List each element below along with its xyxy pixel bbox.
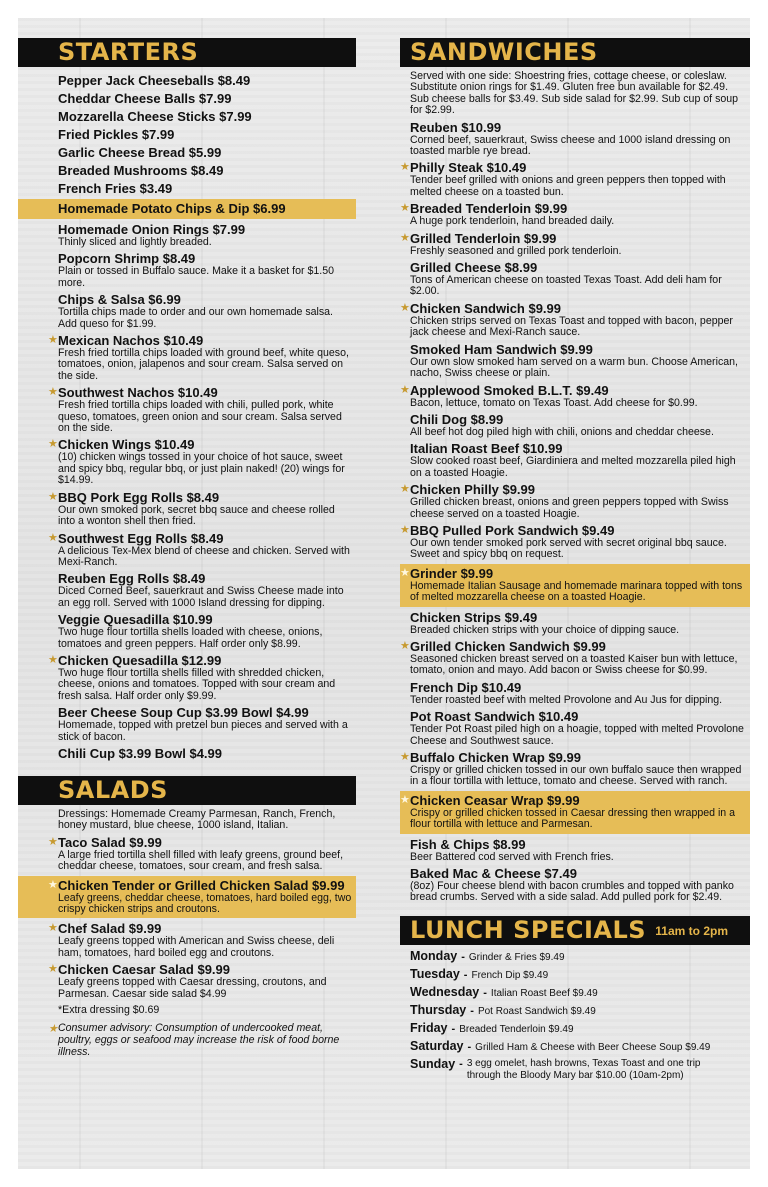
menu-item: Chili Dog $8.99 All beef hot dog piled high with chili, onions and cheddar cheese. — [410, 411, 714, 438]
lunch-special-row: Sunday - 3 egg omelet, hash browns, Texas Toast and one trip through the Bloody Mary bar $10.00 (10am-2pm) — [410, 1056, 701, 1081]
menu-item: Fish & Chips $8.99 Beer Battered cod served with French fries. — [410, 836, 614, 863]
menu-item: French Fries $3.49 — [58, 181, 173, 196]
star-icon: ★ — [48, 1023, 58, 1036]
star-icon: ★ — [48, 386, 58, 399]
star-icon: ★ — [48, 438, 58, 451]
starters-header — [18, 38, 356, 67]
menu-item: ★ Breaded Tenderloin $9.99 A huge pork tenderloin, hand breaded daily. — [400, 201, 615, 228]
salads-header — [18, 776, 356, 805]
left-column — [18, 38, 356, 1058]
menu-item: ★ Chicken Quesadilla $12.99 Two huge flour tortilla shells filled with shredded chicken, cheese, onions and tomatoes. Topped with sour cream and fresh salsa. Half order only $9.99. — [48, 652, 336, 702]
right-column — [400, 38, 750, 1082]
menu-item: ★ Chicken Caesar Salad $9.99 Leafy greens topped with Caesar dressing, croutons, and Parmesan. Caesar side salad $4.99 — [48, 962, 327, 1000]
lunch-specials-title: LUNCH SPECIALS — [410, 915, 647, 944]
star-icon: ★ — [400, 483, 410, 496]
menu-item: Fried Pickles $7.99 — [58, 127, 175, 142]
sandwiches-list — [400, 67, 750, 904]
star-icon: ★ — [48, 963, 58, 976]
star-icon: ★ — [400, 751, 410, 763]
wood-background — [18, 18, 750, 1169]
star-icon: ★ — [48, 490, 58, 503]
menu-item: Beer Cheese Soup Cup $3.99 Bowl $4.99 Homemade, topped with pretzel bun pieces and served with a stick of bacon. — [58, 705, 348, 743]
menu-item: Veggie Quesadilla $10.99 Two huge flour tortilla shells loaded with cheese, onions, tomatoes and green peppers. Half order only $8.99. — [58, 612, 323, 650]
lunch-special-row: Wednesday - Italian Roast Beef $9.49 — [410, 984, 598, 999]
lunch-special-row: Friday - Breaded Tenderloin $9.49 — [410, 1020, 574, 1035]
menu-item: French Dip $10.49 Tender roasted beef with melted Provolone and Au Jus for dipping. — [410, 679, 723, 706]
lunch-specials-header — [400, 916, 750, 945]
lunch-special-row: Saturday - Grilled Ham & Cheese with Beer Cheese Soup $9.49 — [410, 1038, 711, 1053]
star-icon: ★ — [48, 878, 58, 891]
menu-item: Breaded Mushrooms $8.49 — [58, 163, 224, 178]
menu-item: ★ Philly Steak $10.49 Tender beef grilled with onions and green peppers then topped with melted cheese on a toasted bun. — [400, 160, 726, 198]
menu-item-highlighted: ★ Grinder $9.99 Homemade Italian Sausage and homemade marinara topped with tons of melted mozzarella cheese on a toasted Hoagie. — [400, 564, 750, 607]
sandwiches-title: SANDWICHES — [410, 38, 598, 66]
menu-item: Pot Roast Sandwich $10.49 Tender Pot Roast piled high on a hoagie, topped with melted Provolone Cheese and Southwest sauce. — [410, 709, 744, 747]
menu-item: Reuben Egg Rolls $8.49 Diced Corned Beef, sauerkraut and Swiss Cheese made into an egg roll. Served with 1000 Island dressing for dipping. — [58, 571, 344, 609]
menu-item: ★ Taco Salad $9.99 A large fried tortilla shell filled with leafy greens, ground beef, cheddar cheese, tomatoes, sour cream, and fresh salsa. — [48, 834, 344, 873]
starters-list — [18, 67, 356, 761]
menu-item: ★ Applewood Smoked B.L.T. $9.49 Bacon, lettuce, tomato on Texas Toast. Add cheese for $0.99. — [400, 382, 698, 409]
menu-item: ★ Southwest Egg Rolls $8.49 A delicious Tex-Mex blend of cheese and chicken. Served with Mexi-Ranch. — [48, 530, 350, 568]
sandwiches-header — [400, 38, 750, 67]
menu-item: Mozzarella Cheese Sticks $7.99 — [58, 109, 252, 124]
menu-item: Grilled Cheese $8.99 Tons of American cheese on toasted Texas Toast. Add deli ham for $2.00. — [410, 260, 722, 298]
star-icon: ★ — [400, 202, 410, 215]
star-icon: ★ — [400, 383, 410, 396]
menu-item: Baked Mac & Cheese $7.49 (8oz) Four cheese blend with bacon crumbles and topped with panko bread crumbs. Served with a side salad. Add pulled pork for $2.49. — [410, 866, 734, 904]
menu-item: ★ Chicken Philly $9.99 Grilled chicken breast, onions and green peppers topped with Swiss cheese served on a toasted Hoagie. — [400, 482, 729, 520]
star-icon: ★ — [48, 653, 58, 666]
star-icon: ★ — [400, 161, 410, 174]
star-icon: ★ — [48, 835, 58, 848]
menu-item: Smoked Ham Sandwich $9.99 Our own slow smoked ham served on a warm bun. Choose American, nacho, Swiss cheese or plain. — [410, 341, 738, 380]
menu-item: Chips & Salsa $6.99 Tortilla chips made to order and our own homemade salsa. Add queso for $1.99. — [58, 292, 333, 330]
menu-item: Popcorn Shrimp $8.49 Plain or tossed in Buffalo sauce. Make it a basket for $1.50 more. — [58, 251, 334, 289]
starters-title: STARTERS — [58, 38, 199, 66]
menu-item: Homemade Onion Rings $7.99 Thinly sliced and lightly breaded. — [58, 222, 246, 248]
extra-dressing-note: *Extra dressing $0.69 — [58, 1004, 160, 1017]
menu-item-highlighted: ★ Chicken Tender or Grilled Chicken Salad $9.99 Leafy greens, cheddar cheese, tomatoes, hard boiled egg, two crispy chicken strips and croutons. — [18, 876, 356, 919]
menu-item: Garlic Cheese Bread $5.99 — [58, 145, 222, 160]
star-icon: ★ — [48, 922, 58, 935]
star-icon: ★ — [400, 566, 410, 579]
menu-item: ★ Chicken Wings $10.49 (10) chicken wings tossed in your choice of hot sauce, sweet and spicy bbq, regular bbq, or just plain naked! (20) wings for $14.99. — [48, 437, 345, 487]
menu-item: Pepper Jack Cheeseballs $8.49 — [58, 73, 251, 88]
menu-item: ★ Mexican Nachos $10.49 Fresh fried tortilla chips loaded with ground beef, white queso, tomatoes, onion, jalapenos and sour cream. Salsa served on the side. — [48, 333, 349, 382]
star-icon: ★ — [48, 334, 58, 347]
star-icon: ★ — [400, 639, 410, 652]
star-icon: ★ — [400, 793, 410, 806]
dressings-note: Dressings: Homemade Creamy Parmesan, Ranch, French, honey mustard, blue cheese, 1000 island, Italian. — [58, 807, 336, 832]
menu-item: Chicken Strips $9.49 Breaded chicken strips with your choice of dipping sauce. — [410, 609, 680, 636]
menu-item-highlighted: ★ Chicken Ceasar Wrap $9.99 Crispy or grilled chicken tossed in Caesar dressing then wrapped in a flour tortilla with lettuce and Parmesan. — [400, 791, 750, 834]
salads-title: SALADS — [58, 775, 168, 804]
menu-item: ★ Southwest Nachos $10.49 Fresh fried tortilla chips loaded with chili, pulled pork, white queso, tomatoes, green onion and sour cream. Salsa served on the side. — [48, 385, 342, 435]
menu-item: ★ Grilled Chicken Sandwich $9.99 Seasoned chicken breast served on a toasted Kaiser bun with lettuce, tomato, onion and mayo. Add bacon or Swiss cheese for $0.99. — [400, 638, 738, 677]
menu-item: ★ Chicken Sandwich $9.99 Chicken strips served on Texas Toast and topped with bacon, pepper jack cheese and Mexi-Ranch sauce. — [400, 300, 733, 339]
consumer-advisory: ★ Consumer advisory: Consumption of undercooked meat, poultry, eggs or seafood may increase the risk of food borne illness. — [48, 1022, 340, 1059]
star-icon: ★ — [400, 523, 410, 536]
lunch-hours: 11am to 2pm — [655, 923, 728, 938]
sandwich-sides-note: Served with one side: Shoestring fries, cottage cheese, or coleslaw. Substitute onion rings for $1.49. Gluten free bun available for $2.49. Sub cheese balls for $3.49. Sub side salad for $2.99. Sub cup of soup for $2.99. — [410, 70, 739, 117]
star-icon: ★ — [400, 231, 410, 244]
lunch-special-row: Tuesday - French Dip $9.49 — [410, 966, 549, 981]
lunch-specials-list — [400, 945, 750, 1082]
menu-item: Reuben $10.99 Corned beef, sauerkraut, Swiss cheese and 1000 island dressing on toasted marble rye bread. — [410, 119, 731, 158]
menu-item-highlighted: Homemade Potato Chips & Dip $6.99 — [18, 199, 356, 219]
menu-item: ★ Buffalo Chicken Wrap $9.99 Crispy or grilled chicken tossed in our own buffalo sauce then wrapped in a flour tortilla with lettuce, tomato and cheese. Served with ranch. — [400, 750, 742, 788]
lunch-special-row: Monday - Grinder & Fries $9.49 — [410, 948, 565, 963]
menu-item: Cheddar Cheese Balls $7.99 — [58, 91, 232, 106]
menu-item: ★ Grilled Tenderloin $9.99 Freshly seasoned and grilled pork tenderloin. — [400, 230, 622, 257]
menu-item: ★ BBQ Pulled Pork Sandwich $9.49 Our own tender smoked pork served with secret original bbq sauce. Sweet and spicy bbq on request. — [400, 522, 727, 561]
star-icon: ★ — [48, 531, 58, 544]
star-icon: ★ — [400, 301, 410, 314]
salads-list — [18, 805, 356, 1058]
menu-item: ★ Chef Salad $9.99 Leafy greens topped with American and Swiss cheese, deli ham, tomatoes, hard boiled egg and croutons. — [48, 921, 335, 959]
menu-item: Italian Roast Beef $10.99 Slow cooked roast beef, Giardiniera and melted mozzarella piled high on a toasted Hoagie. — [410, 441, 736, 479]
lunch-special-row: Thursday - Pot Roast Sandwich $9.49 — [410, 1002, 596, 1017]
menu-item: Chili Cup $3.99 Bowl $4.99 — [58, 745, 222, 761]
menu-item: ★ BBQ Pork Egg Rolls $8.49 Our own smoked pork, secret bbq sauce and cheese rolled into a wonton shell then fried. — [48, 489, 335, 528]
